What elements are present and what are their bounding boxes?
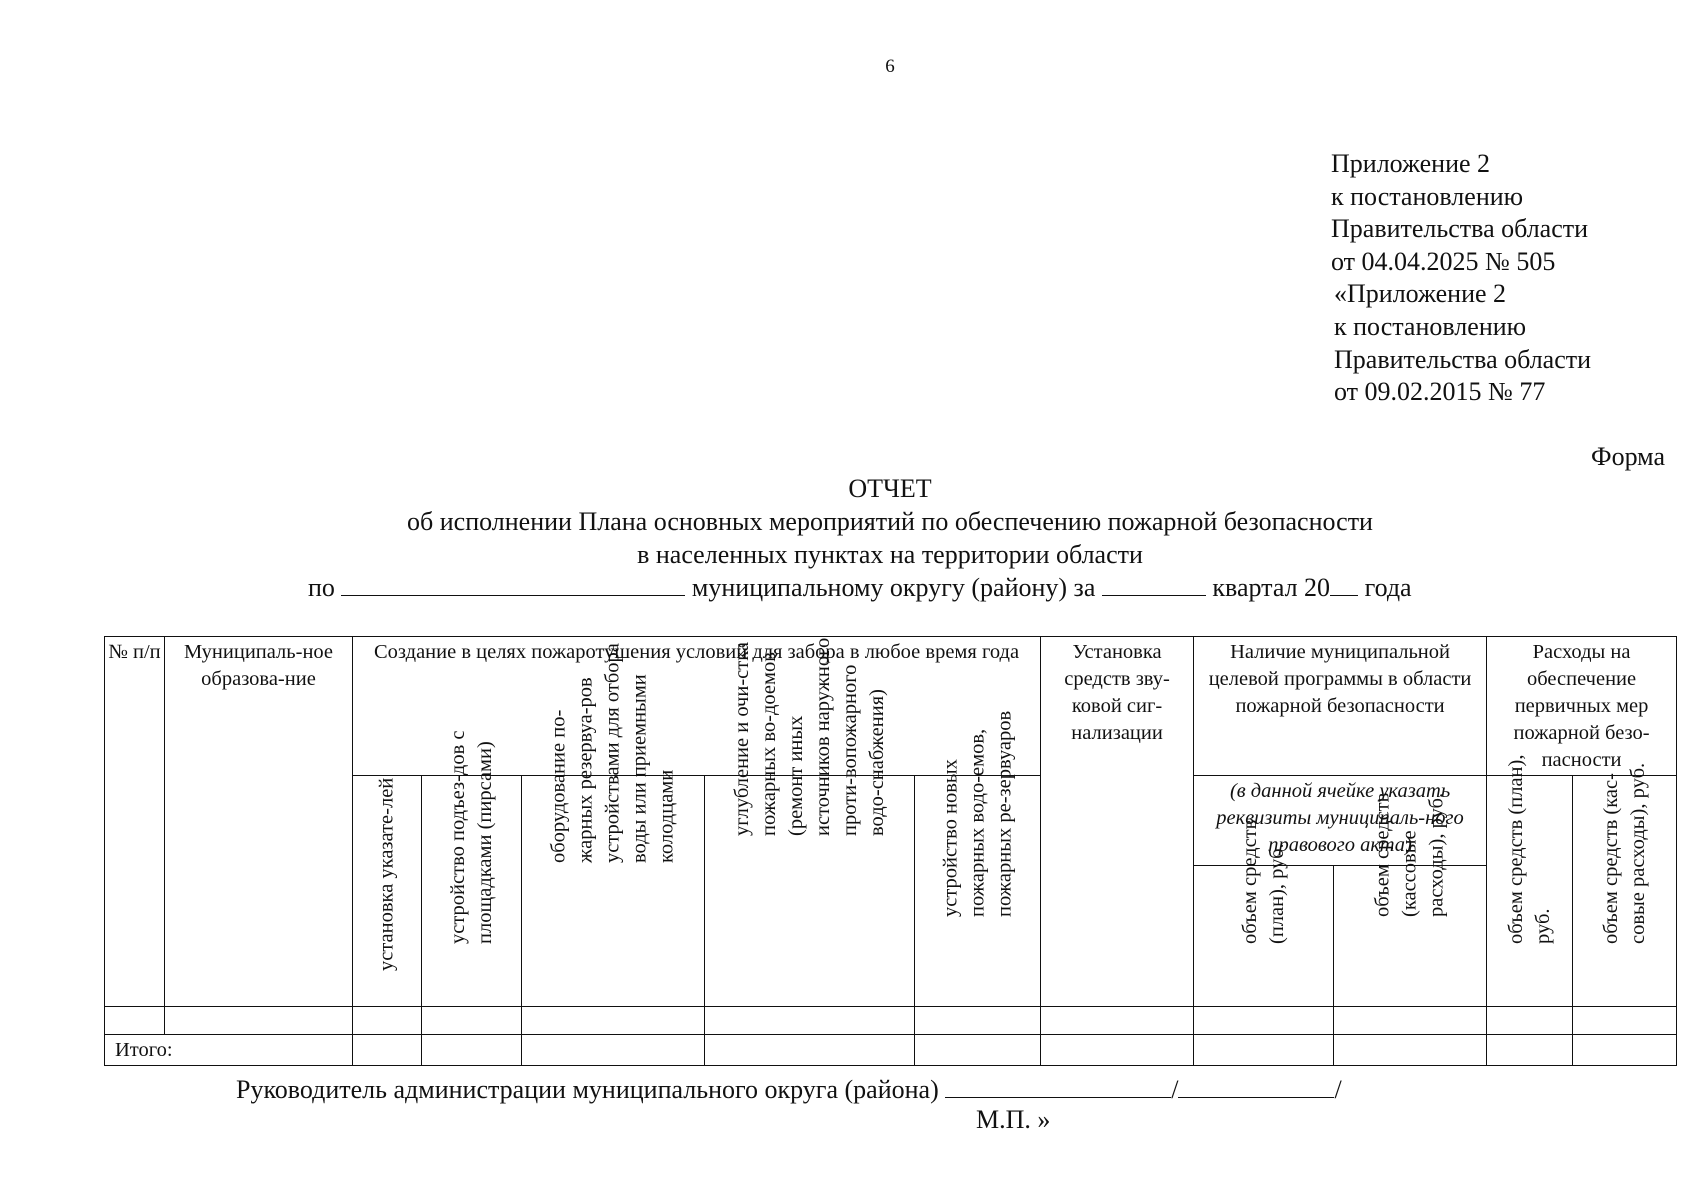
header-program-actual [1334, 792, 1487, 1007]
header-expense-plan-text: объем средств (план), руб. [1504, 754, 1554, 944]
title-prefix: по [308, 573, 335, 602]
appendix-line: Правительства области [1334, 344, 1592, 374]
table-cell[interactable] [1041, 1007, 1194, 1035]
table-cell[interactable] [522, 1035, 705, 1066]
table-cell[interactable] [353, 1007, 422, 1035]
table-cell[interactable] [105, 1007, 165, 1035]
title-middle: муниципальному округу (району) за [691, 573, 1096, 602]
stamp-label: М.П. » [976, 1105, 1051, 1134]
municipality-blank[interactable] [341, 571, 685, 596]
appendix-line: к постановлению [1331, 181, 1524, 211]
header-program-actual-text: объем средств (кассовые расходы), руб. [1371, 792, 1448, 917]
table-cell[interactable] [1194, 1007, 1334, 1035]
total-row [105, 1035, 1677, 1066]
header-alarm: Установка средств зву-ковой сиг-нализации [1041, 637, 1194, 1007]
header-new-ponds [915, 710, 1041, 1007]
table-cell[interactable] [915, 1035, 1041, 1066]
signature-line: Руководитель администрации муниципального округа (района) / / [236, 1075, 1342, 1104]
header-signs-text: установка указате-лей [375, 777, 398, 971]
table-cell[interactable] [1334, 1007, 1487, 1035]
header-program-plan-text: объем средств (план), руб. [1238, 819, 1288, 944]
header-signs [353, 776, 422, 1007]
table-cell[interactable] [1194, 1035, 1334, 1066]
header-program-group: Наличие муниципальной целевой программы в области пожарной безопасности [1194, 637, 1487, 776]
appendix-line: от 04.04.2025 № 505 [1331, 246, 1556, 276]
header-reservoir-equipment [522, 643, 705, 1007]
name-blank[interactable] [1178, 1073, 1334, 1098]
report-title [250, 472, 1530, 604]
table-cell[interactable] [1334, 1035, 1487, 1066]
appendix-line: от 09.02.2015 № 77 [1334, 377, 1546, 407]
appendix-line: Правительства области [1331, 214, 1589, 244]
header-access-roads-text: устройство подъез-дов с площадками (пирсами) [446, 730, 496, 944]
header-new-ponds-text: устройство новых пожарных водо-емов, пожарных ре-зервуаров [939, 710, 1016, 917]
table-cell[interactable] [422, 1035, 522, 1066]
table-cell[interactable] [1487, 1007, 1573, 1035]
year-blank[interactable] [1330, 571, 1358, 596]
header-water-group: Создание в целях пожаротушения условий для забора в любое время года [353, 637, 1041, 776]
appendix-line: «Приложение 2 [1334, 279, 1507, 309]
signature-blank[interactable] [945, 1073, 1171, 1098]
table-cell[interactable] [1573, 1007, 1677, 1035]
header-expense-actual-text: объем средств (кас-совые расходы), руб. [1599, 762, 1649, 944]
total-label: Итого: [105, 1035, 353, 1066]
signature-label: Руководитель администрации муниципального округа (района) [236, 1075, 939, 1104]
header-reservoir-equipment-text: оборудование по-жарных резервуа-ров устройствами для отбора воды или приемными колодцами [547, 643, 678, 863]
header-program-plan [1194, 819, 1334, 1007]
header-municipality: Муниципаль-ное образова-ние [165, 637, 353, 1007]
table-cell[interactable] [1487, 1035, 1573, 1066]
header-pond-deepening-text: углубление и очи-стка пожарных во-доемов (ремонт иных источников наружного проти-вопожарного водо-снабжения) [730, 637, 888, 836]
title-line-4 [250, 571, 1530, 604]
table-row [105, 1007, 1677, 1035]
title-heading: ОТЧЕТ [848, 474, 932, 503]
header-no: № п/п [105, 637, 165, 1007]
table-cell[interactable] [1041, 1035, 1194, 1066]
title-line-3: в населенных пунктах на территории области [637, 540, 1143, 569]
table-cell[interactable] [422, 1007, 522, 1035]
appendix-line: Приложение 2 [1331, 149, 1491, 178]
appendix-line: к постановлению [1334, 311, 1527, 341]
quarter-blank[interactable] [1102, 571, 1206, 596]
table-cell[interactable] [705, 1007, 915, 1035]
header-program-note: (в данной ячейке указать реквизиты муниципаль-ного правового акта) [1194, 776, 1487, 866]
title-line-2: об исполнении Плана основных мероприятий по обеспечению пожарной безопасности [407, 507, 1373, 536]
header-expense-plan [1487, 754, 1573, 1007]
page-number: 6 [885, 56, 895, 77]
title-quarter: квартал 20 [1212, 573, 1331, 602]
form-label: Форма [1591, 442, 1665, 471]
table-cell[interactable] [165, 1007, 353, 1035]
table-cell[interactable] [522, 1007, 705, 1035]
report-table [104, 636, 1677, 1066]
title-suffix: года [1364, 573, 1412, 602]
header-access-roads [422, 730, 522, 1007]
table-cell[interactable] [705, 1035, 915, 1066]
header-expense-actual [1573, 762, 1677, 1007]
header-pond-deepening [705, 637, 915, 1007]
table-cell[interactable] [353, 1035, 422, 1066]
table-cell[interactable] [1573, 1035, 1677, 1066]
appendix-block [1331, 148, 1591, 409]
header-expenses-group: Расходы на обеспечение первичных мер пожарной безо-пасности [1487, 637, 1677, 776]
table-cell[interactable] [915, 1007, 1041, 1035]
